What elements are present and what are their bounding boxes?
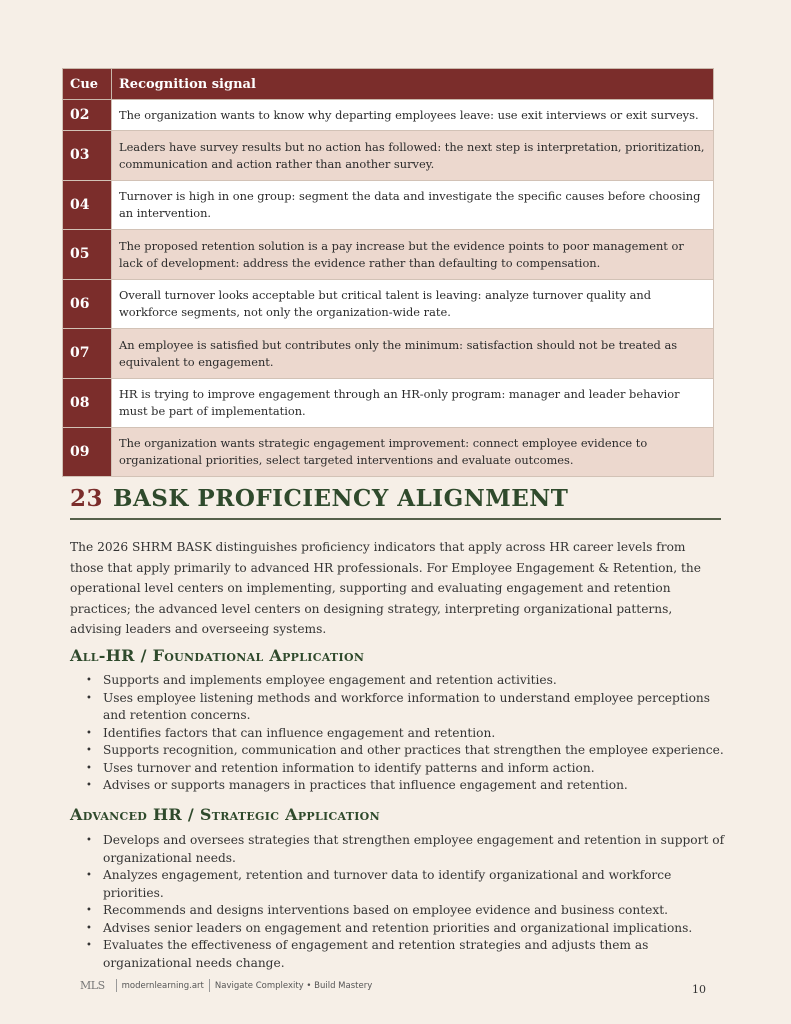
table-row [63,230,714,280]
recognition-signal: HR is trying to improve engagement through an HR-only program: manager and leader behavior must be part of implementation. [112,379,714,428]
list-item: • Supports recognition, communication and other practices that strengthen the employee experience. [86,742,726,760]
table-row [63,329,714,379]
page-footer [80,979,372,992]
table-header-row [63,69,714,100]
cue-number: 09 [63,428,112,477]
list-item: • Supports and implements employee engagement and retention activities. [86,672,726,690]
recognition-signal: The organization wants strategic engagement improvement: connect employee evidence to organizational priorities, select targeted interventions and evaluate outcomes. [112,428,714,477]
section-heading [70,485,721,520]
recognition-signal: Overall turnover looks acceptable but critical talent is leaving: analyze turnover quality and workforce segments, not only the organization-wide rate. [112,280,714,329]
cue-number: 08 [63,379,112,428]
advanced-heading: Advanced HR / Strategic Application [70,805,380,824]
foundational-heading: All-HR / Foundational Application [70,646,365,665]
header-cue: Cue [63,69,112,100]
list-item: • Advises senior leaders on engagement and retention priorities and organizational implications. [86,920,726,938]
cue-number: 06 [63,280,112,329]
footer-divider [209,979,210,992]
recognition-signal: An employee is satisfied but contributes only the minimum: satisfaction should not be treated as equivalent to engagement. [112,329,714,379]
list-item: • Develops and oversees strategies that strengthen employee engagement and retention in support of organizational needs. [86,832,726,867]
table-row [63,100,714,131]
recognition-signal: Leaders have survey results but no action has followed: the next step is interpretation, prioritization, communication and action rather than another survey. [112,131,714,181]
foundational-list [86,672,726,795]
list-item: • Analyzes engagement, retention and turnover data to identify organizational and workforce priorities. [86,867,726,902]
cue-number: 05 [63,230,112,280]
cue-table [62,68,714,477]
list-item: • Uses employee listening methods and workforce information to understand employee perceptions and retention concerns. [86,690,726,725]
cue-number: 02 [63,100,112,131]
list-item: • Identifies factors that can influence engagement and retention. [86,725,726,743]
list-item: • Advises or supports managers in practices that influence engagement and retention. [86,777,726,795]
section-title: BASK PROFICIENCY ALIGNMENT [113,485,569,512]
section-intro: The 2026 SHRM BASK distinguishes proficiency indicators that apply across HR career levels from those that apply primarily to advanced HR professionals. For Employee Engagement & Retention, the operational level centers on implementing, supporting and evaluating engagement and retention practices; the advanced level centers on designing strategy, interpreting organizational patterns, advising leaders and overseeing systems. [70,540,701,636]
table-row [63,131,714,181]
cue-number: 03 [63,131,112,181]
cue-number: 04 [63,181,112,230]
advanced-list [86,832,726,972]
list-item: • Evaluates the effectiveness of engagement and retention strategies and adjusts them as organizational needs change. [86,937,726,972]
recognition-signal: The organization wants to know why departing employees leave: use exit interviews or exit surveys. [112,100,714,131]
list-item: • Recommends and designs interventions based on employee evidence and business context. [86,902,726,920]
list-item: • Uses turnover and retention information to identify patterns and inform action. [86,760,726,778]
header-signal: Recognition signal [112,69,714,100]
recognition-signal: Turnover is high in one group: segment the data and investigate the specific causes before choosing an intervention. [112,181,714,230]
table-row [63,280,714,329]
cue-number: 07 [63,329,112,379]
page-number: 10 [692,983,706,996]
recognition-signal: The proposed retention solution is a pay increase but the evidence points to poor management or lack of development: address the evidence rather than defaulting to compensation. [112,230,714,280]
table-row [63,181,714,230]
footer-site-link[interactable]: modernlearning.art [121,980,204,991]
table-row [63,379,714,428]
table-row [63,428,714,477]
mls-logo: MLS [80,979,105,992]
section-number: 23 [70,485,104,512]
footer-divider [116,979,117,992]
footer-tagline: Navigate Complexity • Build Mastery [214,980,373,991]
